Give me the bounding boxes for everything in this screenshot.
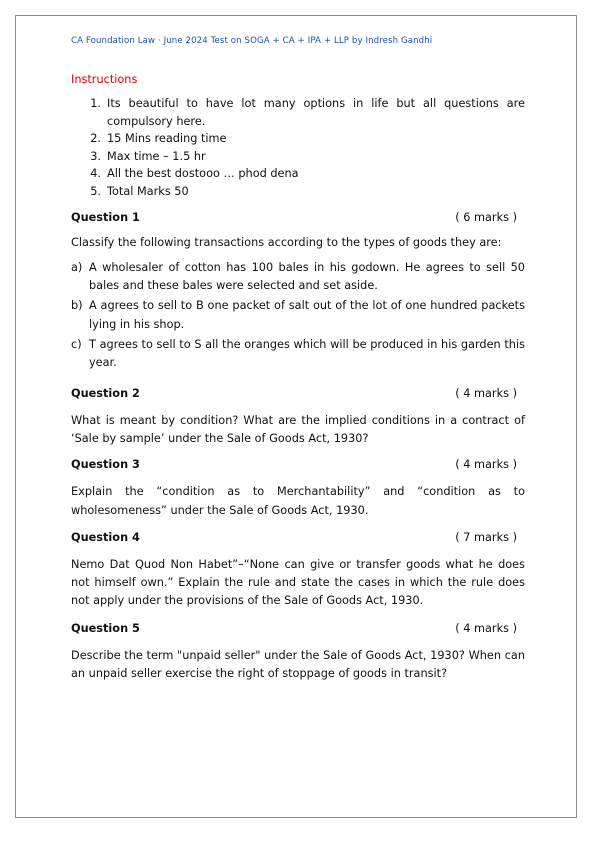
question-part [71,297,525,334]
question-3-header [71,456,525,473]
instructions-title: Instructions [71,73,138,86]
question-1-parts [71,259,525,373]
instruction-number: 3. [90,149,101,163]
question-1-marks: ( 6 marks ) [455,210,517,224]
question-2-header [71,385,525,402]
question-3-marks: ( 4 marks ) [455,458,517,472]
question-2-marks: ( 4 marks ) [455,386,517,400]
question-part [71,259,525,296]
question-3-text: Explain the “condition as to Merchantability” and “condition as to wholesomeness” under the Sale of Goods Act, 1930. [71,485,525,517]
instructions-list [71,95,525,201]
instruction-number: 5. [90,184,101,198]
instruction-text: All the best dostooo … phod dena [107,167,299,181]
instruction-item [71,183,525,201]
instruction-item [71,165,525,183]
question-1-header [71,209,525,226]
question-5-title: Question 5 [71,621,140,635]
instruction-text: Its beautiful to have lot many options in life but all questions are compulsory here. [107,97,525,128]
instruction-number: 4. [90,167,101,181]
instruction-text: Max time – 1.5 hr [107,149,206,163]
question-4-text: Nemo Dat Quod Non Habet”–“None can give or transfer goods what he does not himself own.” Explain the rule and state the cases in which the rule does not apply under the provisions of the Sale of Goods Act, 1930. [71,557,525,608]
question-4-marks: ( 7 marks ) [455,530,517,544]
question-2-text: What is meant by condition? What are the implied conditions in a contract of ‘Sale by sample’ under the Sale of Goods Act, 1930? [71,413,525,445]
question-1-text: Classify the following transactions according to the types of goods they are: [71,235,502,249]
part-text: A agrees to sell to B one packet of salt out of the lot of one hundred packets lying in his shop. [89,299,525,331]
question-1-title: Question 1 [71,210,140,224]
document-header: CA Foundation Law · June 2024 Test on SOGA + CA + IPA + LLP by Indresh Gandhi [71,36,433,46]
instruction-item [71,148,525,166]
instruction-text: 15 Mins reading time [107,132,227,146]
question-4-header [71,529,525,546]
question-5-marks: ( 4 marks ) [455,621,517,635]
question-5-header [71,620,525,637]
question-2-title: Question 2 [71,386,140,400]
instruction-item [71,130,525,148]
instruction-number: 1. [90,97,101,110]
part-label: c) [71,338,82,352]
document-content [71,36,525,683]
question-3-title: Question 3 [71,458,140,472]
instruction-item [71,95,525,130]
question-4-title: Question 4 [71,530,140,544]
part-text: T agrees to sell to S all the oranges which will be produced in his garden this year. [89,338,525,370]
part-text: A wholesaler of cotton has 100 bales in his godown. He agrees to sell 50 bales and these bales were selected and set aside. [89,260,525,293]
question-5-text: Describe the term "unpaid seller" under the Sale of Goods Act, 1930? When can an unpaid seller exercise the right of stoppage of goods in transit? [71,648,525,681]
instruction-number: 2. [90,132,101,146]
instruction-text: Total Marks 50 [107,184,189,198]
part-label: b) [71,299,83,313]
question-part [71,336,525,373]
part-label: a) [71,260,83,274]
